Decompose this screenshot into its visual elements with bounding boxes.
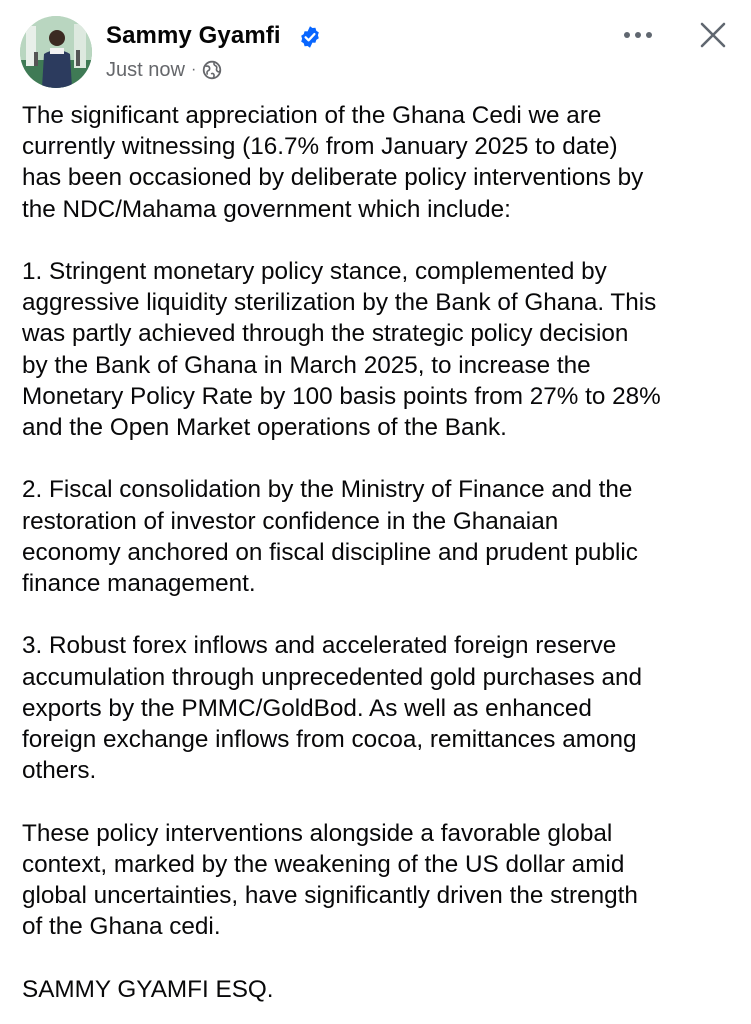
- post-timestamp[interactable]: Just now: [106, 58, 185, 81]
- post-signature: SAMMY GYAMFI ESQ.: [22, 975, 274, 1003]
- close-icon: [699, 21, 727, 49]
- post-paragraph-point-1: 1. Stringent monetary policy stance, complemented by aggressive liquidity sterilization by the Bank of Ghana. This was partly achieved through the strategic policy decision by the Bank of Ghana in March 2025, to increase the Monetary Policy Rate by 100 basis points from 27% to 28% and the Open Market operations of the Bank.: [22, 258, 661, 442]
- post-paragraph-point-2: 2. Fiscal consolidation by the Ministry of Finance and the restoration of investor confidence in the Ghanaian economy anchored on fiscal discipline and prudent public finance management.: [22, 476, 638, 598]
- post-meta: [106, 57, 222, 83]
- post-header: [0, 0, 751, 95]
- close-button[interactable]: [692, 14, 734, 56]
- more-horizontal-icon: [623, 31, 653, 39]
- post-body: [22, 100, 742, 1005]
- post-paragraph-point-3: 3. Robust forex inflows and accelerated foreign reserve accumulation through unprecedented gold purchases and exports by the PMMC/GoldBod. As well as enhanced foreign exchange inflows from cocoa, remittances among others.: [22, 632, 643, 785]
- avatar[interactable]: [20, 16, 92, 88]
- verified-badge-icon: [298, 25, 322, 49]
- post-paragraph-intro: The significant appreciation of the Ghana Cedi we are currently witnessing (16.7% from January 2025 to date) has been occasioned by deliberate policy interventions by the NDC/Mahama government which include:: [22, 102, 644, 223]
- profile-photo-icon: [20, 16, 92, 88]
- globe-icon[interactable]: [202, 60, 222, 80]
- more-options-button[interactable]: [614, 20, 662, 50]
- post-paragraph-conclusion: These policy interventions alongside a favorable global context, marked by the weakening of the US dollar amid global uncertainties, have significantly driven the strength of the Ghana cedi.: [22, 819, 638, 941]
- meta-separator: ·: [190, 61, 197, 78]
- author-name[interactable]: Sammy Gyamfi: [106, 22, 281, 49]
